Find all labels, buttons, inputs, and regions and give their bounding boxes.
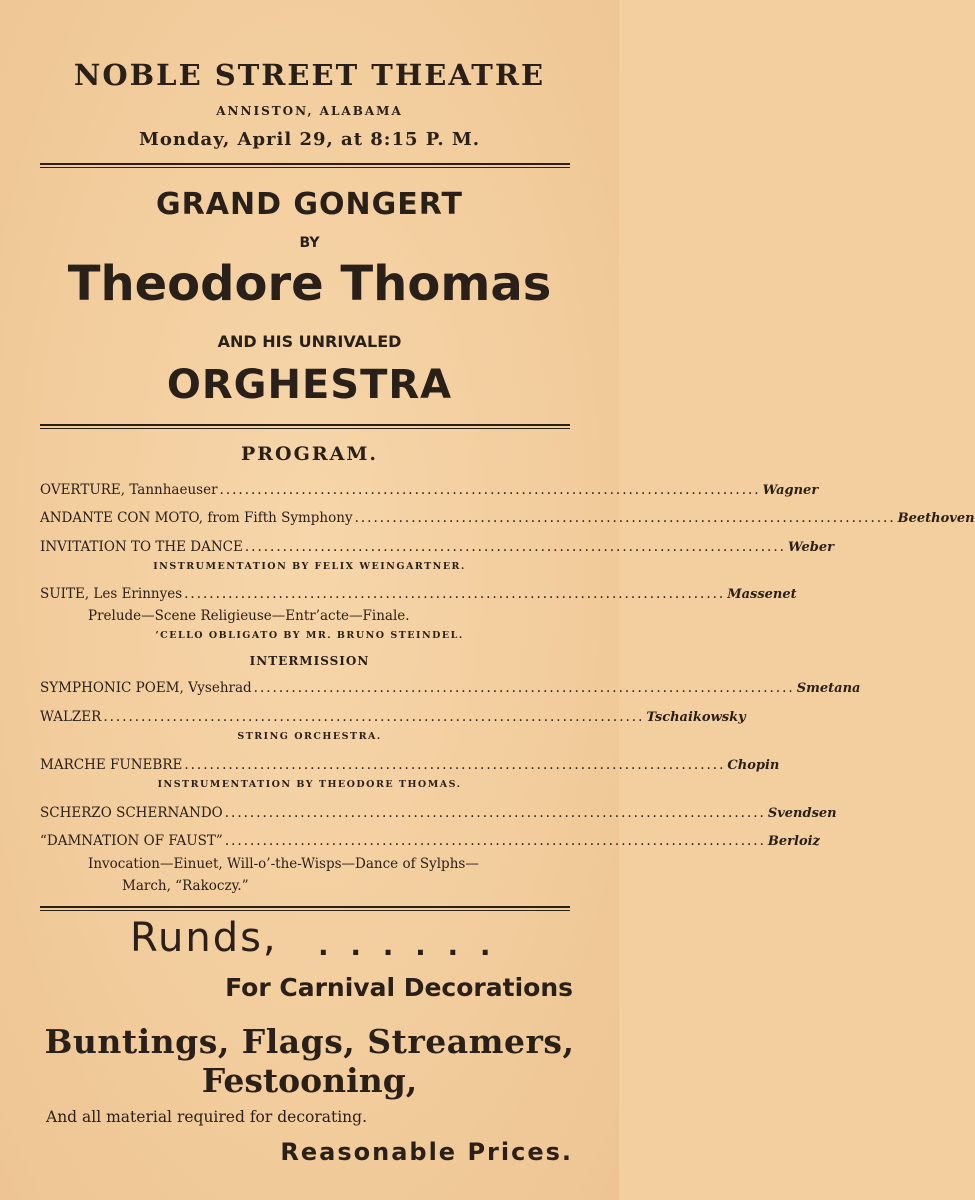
composer: Svendsen (767, 806, 837, 821)
orchestra-label: ORGHESTRA (166, 362, 453, 408)
instrumentation-note: INSTRUMENTATION BY FELIX WEINGARTNER. (153, 561, 466, 572)
piece-title: WALZER (40, 709, 102, 725)
festooning-line: Festooning, (201, 1061, 418, 1100)
leader-dots: ...................................................................................... (253, 680, 795, 696)
carnival-line: For Carnival Decorations (225, 973, 573, 1002)
piece-title: SYMPHONIC POEM, Vysehrad (40, 680, 252, 696)
concert-date: Monday, April 29, at 8:15 P. M. (138, 129, 481, 150)
program-item (40, 482, 819, 498)
piece-title: SUITE, Les Erinnyes (40, 586, 183, 602)
program-item (40, 680, 861, 696)
leader-dots: ...................................................................................... (224, 833, 766, 849)
divider-bottom (40, 906, 570, 911)
advertiser-dots: . . . . . . (318, 929, 497, 962)
concert-title: GRAND GONGERT (156, 187, 463, 222)
program-item (40, 586, 797, 602)
composer: Berloiz (767, 834, 820, 849)
faust-movements-line2: March, “Rakoczy.” (122, 878, 249, 894)
composer: Massenet (727, 587, 797, 602)
piece-title: MARCHE FUNEBRE (40, 757, 183, 773)
instrumentation-note: INSTRUMENTATION BY THEODORE THOMAS. (157, 779, 462, 790)
conductor-name: Theodore Thomas (67, 256, 552, 312)
composer: Wagner (762, 483, 819, 498)
program-item (40, 805, 837, 821)
prices-line: Reasonable Prices. (280, 1138, 573, 1166)
piece-title: INVITATION TO THE DANCE (40, 539, 243, 555)
program-item (40, 709, 746, 725)
composer: Smetana (796, 681, 861, 696)
string-orchestra-note: STRING ORCHESTRA. (237, 731, 382, 742)
intermission-label: INTERMISSION (249, 654, 370, 668)
venue-name: NOBLE STREET THEATRE (73, 58, 546, 92)
piece-title: ANDANTE CON MOTO, from Fifth Symphony (40, 510, 353, 526)
divider-middle (40, 424, 570, 429)
faust-movements-line1: Invocation—Einuet, Will-o’-the-Wisps—Dance of Sylphs— (88, 856, 479, 872)
cello-note: ’CELLO OBLIGATO BY MR. BRUNO STEINDEL. (155, 630, 464, 641)
composer: Tschaikowsky (646, 710, 746, 725)
program-heading: PROGRAM. (240, 443, 379, 465)
program-item (40, 757, 780, 773)
leader-dots: ...................................................................................... (244, 539, 786, 555)
leader-dots: ...................................................................................... (103, 709, 645, 725)
venue-city: ANNISTON, ALABAMA (216, 104, 403, 118)
piece-title: OVERTURE, Tannhaeuser (40, 482, 218, 498)
composer: Beethoven (897, 511, 975, 526)
by-label: BY (299, 235, 320, 251)
piece-title: “DAMNATION OF FAUST” (40, 833, 223, 849)
buntings-line: Buntings, Flags, Streamers, (44, 1022, 575, 1061)
divider-top (40, 163, 570, 168)
leader-dots: ...................................................................................... (219, 482, 761, 498)
material-line: And all material required for decorating. (46, 1108, 367, 1126)
composer: Chopin (727, 758, 780, 773)
advertiser-name: Runds, (130, 915, 278, 961)
suite-movements: Prelude—Scene Religieuse—Entr’acte—Finale. (88, 608, 410, 624)
leader-dots: ...................................................................................... (224, 805, 766, 821)
program-item (40, 833, 820, 849)
unrivaled-label: AND HIS UNRIVALED (217, 332, 402, 351)
program-item (40, 539, 834, 555)
leader-dots: ...................................................................................... (354, 510, 896, 526)
leader-dots: ...................................................................................... (184, 757, 726, 773)
program-item (40, 510, 975, 526)
composer: Weber (787, 540, 834, 555)
leader-dots: ...................................................................................... (184, 586, 726, 602)
piece-title: SCHERZO SCHERNANDO (40, 805, 223, 821)
